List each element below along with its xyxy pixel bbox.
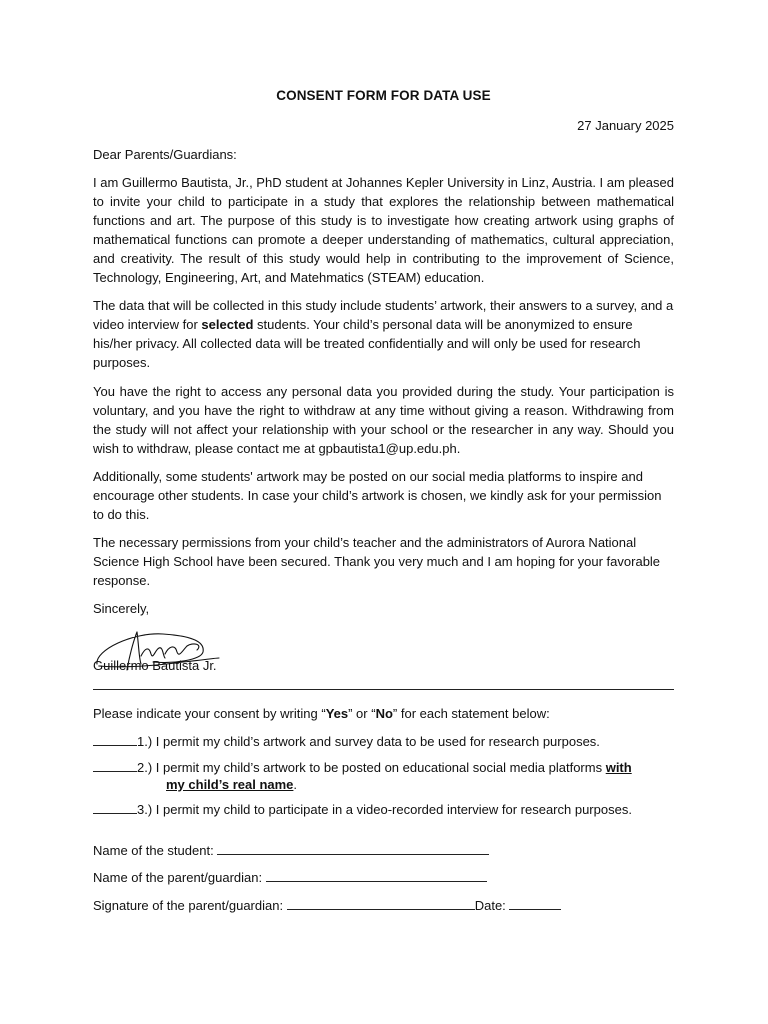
date-label: Date: xyxy=(474,898,506,913)
statement-1-text: 1.) I permit my child’s artwork and survey data to be used for research purposes. xyxy=(137,734,600,749)
instr-text-a: Please indicate your consent by writing “ xyxy=(93,706,326,721)
salutation: Dear Parents/Guardians: xyxy=(93,147,237,162)
signature-line[interactable] xyxy=(287,898,475,910)
date-line[interactable] xyxy=(509,898,561,910)
closing: Sincerely, xyxy=(93,601,150,616)
statement-2-period: . xyxy=(293,777,298,792)
paragraph-data-collection-text-b: students. Your child’s personal data will be anonymized to ensure his/her privacy. All collected data will be treated confidentially and will only be used for research purposes. xyxy=(93,316,641,370)
paragraph-social-media: Additionally, some students' artwork may be posted on our social media platforms to inspire and encourage other students. In case your child’s artwork is chosen, we kindly ask for your permission to do this. xyxy=(93,469,662,522)
consent-statement-2 xyxy=(93,759,632,793)
answer-blank-2[interactable] xyxy=(93,760,137,772)
parent-name-line[interactable] xyxy=(266,870,487,882)
statement-2-real-name: my child’s real name xyxy=(166,777,294,792)
consent-instructions xyxy=(93,706,550,721)
paragraph-data-collection xyxy=(93,297,674,373)
signature-field xyxy=(93,898,561,913)
selected-emphasis: selected xyxy=(201,316,254,332)
paragraph-intro: I am Guillermo Bautista, Jr., PhD student at Johannes Kepler University in Linz, Austria. I am pleased to invite your child to participate in a study that explores the relationship between mathematical functions and art. The purpose of this study is to investigate how creating artwork using graphs of mathematical functions can promote a deeper understanding of mathematics, cultural appreciation, and creativity. The result of this study would help in contributing to the improvement of Science, Technology, Engineering, Art, and Matehmatics (STEAM) education. xyxy=(93,175,674,285)
signature-label: Signature of the parent/guardian: xyxy=(93,898,284,913)
statement-2-with: with xyxy=(605,760,632,775)
signatory-name: Guillermo Bautista Jr. xyxy=(93,658,217,673)
paragraph-permissions: The necessary permissions from your child’s teacher and the administrators of Aurora National Science High School have been secured. Thank you very much and I am hoping for your favorable response. xyxy=(93,535,661,588)
instr-text-b: ” or “ xyxy=(348,706,376,721)
consent-statement-3 xyxy=(93,801,632,818)
yes-word: Yes xyxy=(325,706,349,721)
answer-blank-1[interactable] xyxy=(93,734,137,746)
answer-blank-3[interactable] xyxy=(93,802,137,814)
consent-statement-1 xyxy=(93,733,600,750)
form-date: 27 January 2025 xyxy=(577,118,674,133)
instr-text-c: ” for each statement below: xyxy=(392,706,550,721)
form-title: CONSENT FORM FOR DATA USE xyxy=(276,88,491,103)
statement-3-text: 3.) I permit my child to participate in a video-recorded interview for research purposes. xyxy=(137,802,632,817)
statement-2-text: 2.) I permit my child’s artwork to be posted on educational social media platforms xyxy=(137,760,606,775)
student-name-label: Name of the student: xyxy=(93,843,214,858)
parent-name-field xyxy=(93,870,487,885)
student-name-field xyxy=(93,843,489,858)
paragraph-rights: You have the right to access any personal data you provided during the study. Your participation is voluntary, and you have the right to withdraw at any time without giving a reason. Withdrawing from the study will not affect your relationship with your school or the researcher in any way. Should you wish to withdraw, please contact me at gpbautista1@up.edu.ph. xyxy=(93,384,674,456)
student-name-line[interactable] xyxy=(217,843,489,855)
parent-name-label: Name of the parent/guardian: xyxy=(93,870,263,885)
no-word: No xyxy=(375,706,393,721)
section-divider xyxy=(93,689,674,690)
paragraph-data-collection-text-a: The data that will be collected in this study include students’ artwork, their answers to a survey, and a video interview for xyxy=(93,298,674,332)
